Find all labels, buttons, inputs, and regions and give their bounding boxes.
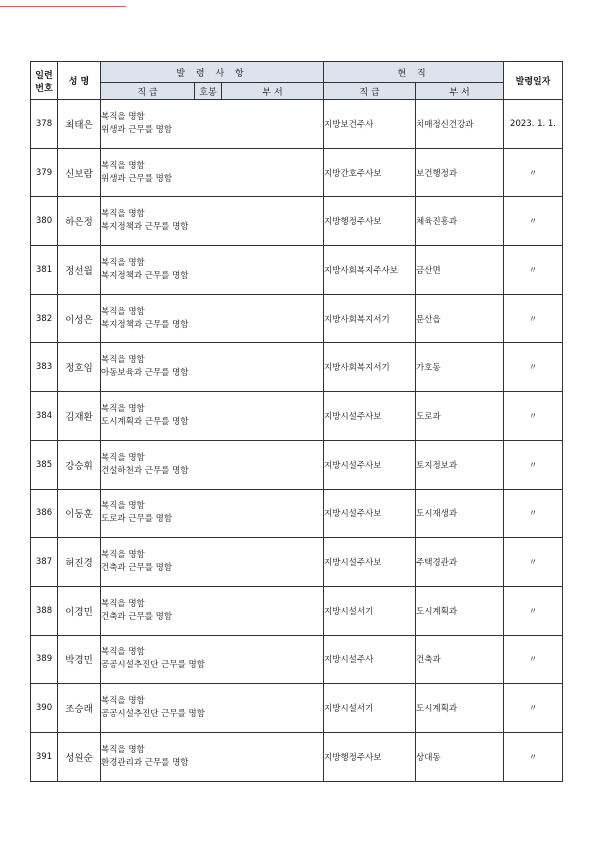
row-current-dept: 보건행정과 [416,148,504,197]
row-order-line2: 건설하천과 근무를 명함 [101,465,189,476]
top-red-rule [0,6,126,7]
row-number: 379 [31,148,58,197]
row-name: 강승휘 [58,440,101,489]
row-order-line2: 도로과 근무를 명함 [101,514,173,525]
row-order [101,343,324,392]
row-order-line1: 복직을 명함 [101,598,145,609]
row-current-dept: 체육진흥과 [416,197,504,246]
row-current-rank: 지방사회복지서기 [324,343,416,392]
row-name: 성원순 [58,732,101,781]
row-order-line2: 복지정책과 근무를 명함 [101,270,189,281]
row-order [101,538,324,587]
row-name: 김재환 [58,392,101,441]
row-date: 〃 [504,440,563,489]
table-row [31,148,563,197]
row-current-rank: 지방사회복지주사보 [324,246,416,295]
row-current-rank: 지방시설주사보 [324,392,416,441]
table-body [31,100,563,782]
row-name: 조승래 [58,684,101,733]
row-name: 이동훈 [58,489,101,538]
row-number: 387 [31,538,58,587]
row-order-line1: 복직을 명함 [101,306,145,317]
row-order-line2: 건축과 근무를 명함 [101,563,173,574]
table-row [31,586,563,635]
row-current-dept: 도로과 [416,392,504,441]
row-current-dept: 주택경관과 [416,538,504,587]
row-number: 391 [31,732,58,781]
row-date: 〃 [504,538,563,587]
row-date: 〃 [504,635,563,684]
row-order-line2: 복지정책과 근무를 명함 [101,222,189,233]
row-order [101,392,324,441]
row-order-line1: 복직을 명함 [101,452,145,463]
row-current-rank: 지방보건주사 [324,100,416,149]
row-date: 〃 [504,586,563,635]
table-row [31,246,563,295]
row-date: 〃 [504,197,563,246]
row-order-line1: 복직을 명함 [101,257,145,268]
row-name: 허진경 [58,538,101,587]
row-number: 381 [31,246,58,295]
row-current-rank: 지방시설주사보 [324,538,416,587]
row-date: 〃 [504,148,563,197]
row-date: 2023. 1. 1. [504,100,563,149]
header-current-group: 현 직 [324,62,504,83]
row-current-dept: 문산읍 [416,294,504,343]
row-name: 이경민 [58,586,101,635]
table-row [31,294,563,343]
row-order-line2: 위생과 근무를 명함 [101,124,173,135]
row-current-dept: 도시계획과 [416,586,504,635]
row-number: 380 [31,197,58,246]
row-order [101,246,324,295]
row-date: 〃 [504,392,563,441]
row-order-line1: 복직을 명함 [101,160,145,171]
row-order-line1: 복직을 명함 [101,501,145,512]
row-order-line2: 공공시설추진단 근무를 명함 [101,660,205,671]
row-order-line2: 아동보육과 근무를 명함 [101,368,189,379]
table-row [31,684,563,733]
row-order [101,635,324,684]
header-seq-line1: 일련 [35,70,53,81]
header-current-dept: 부 서 [416,83,504,100]
row-current-dept: 금산면 [416,246,504,295]
row-current-dept: 토지정보과 [416,440,504,489]
row-current-rank: 지방행정주사보 [324,732,416,781]
row-current-dept: 도시계획과 [416,684,504,733]
row-order-line1: 복직을 명함 [101,696,145,707]
row-current-rank: 지방시설주사 [324,635,416,684]
row-current-rank: 지방행정주사보 [324,197,416,246]
row-current-rank: 지방시설서기 [324,684,416,733]
row-order [101,732,324,781]
row-order-line2: 환경관리과 근무를 명함 [101,757,189,768]
row-number: 390 [31,684,58,733]
table-row [31,100,563,149]
row-order-line1: 복직을 명함 [101,355,145,366]
row-current-rank: 지방사회복지서기 [324,294,416,343]
row-current-rank: 지방시설주사보 [324,489,416,538]
row-current-rank: 지방간호주사보 [324,148,416,197]
header-date: 발령일자 [504,62,563,100]
row-order [101,489,324,538]
row-order [101,148,324,197]
row-order [101,684,324,733]
table-row [31,392,563,441]
table-row [31,343,563,392]
row-number: 385 [31,440,58,489]
row-order [101,294,324,343]
row-order-line2: 도시계획과 근무를 명함 [101,416,189,427]
row-name: 하은정 [58,197,101,246]
row-order-line1: 복직을 명함 [101,744,145,755]
row-number: 386 [31,489,58,538]
row-order-line1: 복직을 명함 [101,550,145,561]
row-current-dept: 치매정신건강과 [416,100,504,149]
row-order-line2: 공공시설추진단 근무를 명함 [101,709,205,720]
row-order-line2: 위생과 근무를 명함 [101,173,173,184]
row-order-line1: 복직을 명함 [101,647,145,658]
row-current-dept: 상대동 [416,732,504,781]
row-number: 389 [31,635,58,684]
row-order-line1: 복직을 명함 [101,111,145,122]
table-row [31,635,563,684]
row-date: 〃 [504,489,563,538]
header-current-rank: 직 급 [324,83,416,100]
row-order-line1: 복직을 명함 [101,209,145,220]
row-number: 383 [31,343,58,392]
personnel-order-table [30,61,563,782]
row-date: 〃 [504,246,563,295]
row-name: 박경민 [58,635,101,684]
header-order-group: 발 령 사 항 [101,62,324,83]
row-order [101,440,324,489]
table-row [31,197,563,246]
row-name: 이성은 [58,294,101,343]
row-date: 〃 [504,732,563,781]
row-current-rank: 지방시설서기 [324,586,416,635]
row-current-dept: 도시재생과 [416,489,504,538]
row-name: 정선월 [58,246,101,295]
row-order [101,197,324,246]
header-order-rank: 직 급 [101,83,195,100]
row-number: 378 [31,100,58,149]
header-order-dept: 부 서 [222,83,324,100]
row-name: 신보람 [58,148,101,197]
table-row [31,489,563,538]
row-order [101,586,324,635]
table-row [31,538,563,587]
row-number: 382 [31,294,58,343]
row-current-dept: 건축과 [416,635,504,684]
row-current-rank: 지방시설주사보 [324,440,416,489]
row-date: 〃 [504,343,563,392]
row-name: 정호임 [58,343,101,392]
row-date: 〃 [504,684,563,733]
row-order-line2: 건축과 근무를 명함 [101,611,173,622]
header-name: 성 명 [58,62,101,100]
row-number: 388 [31,586,58,635]
header-order-ho: 호봉 [195,83,222,100]
row-order-line1: 복직을 명함 [101,403,145,414]
row-name: 최태은 [58,100,101,149]
header-seq [31,62,58,100]
table-row [31,440,563,489]
table-row [31,732,563,781]
row-order [101,100,324,149]
row-order-line2: 복지정책과 근무를 명함 [101,319,189,330]
row-date: 〃 [504,294,563,343]
row-current-dept: 가호동 [416,343,504,392]
row-number: 384 [31,392,58,441]
header-seq-line2: 번호 [35,83,53,94]
